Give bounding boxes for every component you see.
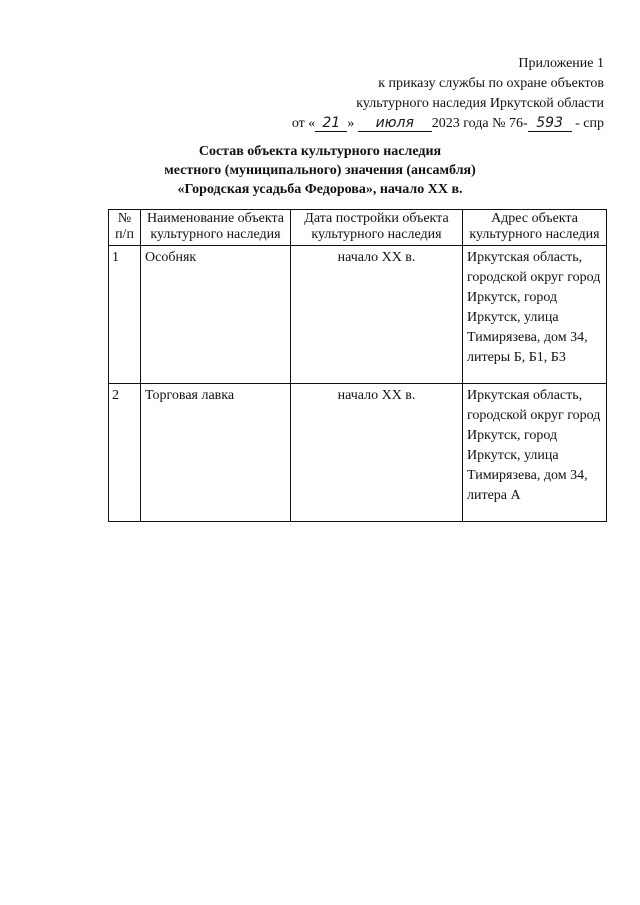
heritage-table <box>108 209 607 522</box>
header-number: № п/п <box>109 210 141 246</box>
order-reference: к приказу службы по охране объектов <box>378 76 604 91</box>
title-line-2: местного (муниципального) значения (ансамбля) <box>164 163 476 178</box>
row-build-date: начало XX в. <box>291 384 463 522</box>
date-mid: » <box>347 116 355 131</box>
year-text: 2023 года № 76- <box>431 116 528 131</box>
handwritten-month: июля <box>358 115 432 132</box>
header-name: Наименование объекта культурного наследия <box>141 210 291 246</box>
order-date-line <box>284 114 604 134</box>
row-object-name: Особняк <box>141 246 291 384</box>
date-prefix: от « <box>291 116 316 131</box>
header-address: Адрес объекта культурного наследия <box>463 210 607 246</box>
title-line-3: «Городская усадьба Федорова», начало XX в. <box>177 182 463 197</box>
table-row <box>109 384 607 522</box>
handwritten-day: 21 <box>315 115 347 132</box>
header-date: Дата постройки объекта культурного наследия <box>291 210 463 246</box>
number-suffix: - спр <box>575 116 604 131</box>
row-build-date: начало XX в. <box>291 246 463 384</box>
appendix-header <box>284 54 604 134</box>
row-number: 2 <box>109 384 141 522</box>
row-address: Иркутская область, городской округ город Иркутск, город Иркутск, улица Тимирязева, дом 34, литера А <box>463 384 607 522</box>
order-authority: культурного наследия Иркутской области <box>356 96 604 111</box>
title-line-1: Состав объекта культурного наследия <box>198 144 442 159</box>
appendix-label: Приложение 1 <box>518 56 604 71</box>
table-row <box>109 246 607 384</box>
row-number: 1 <box>109 246 141 384</box>
heritage-table-wrapper <box>108 209 606 522</box>
document-title <box>0 142 640 199</box>
table-header-row <box>109 210 607 246</box>
row-address: Иркутская область, городской округ город Иркутск, город Иркутск, улица Тимирязева, дом 34, литеры Б, Б1, Б3 <box>463 246 607 384</box>
handwritten-doc-number: 593 <box>528 115 572 132</box>
row-object-name: Торговая лавка <box>141 384 291 522</box>
